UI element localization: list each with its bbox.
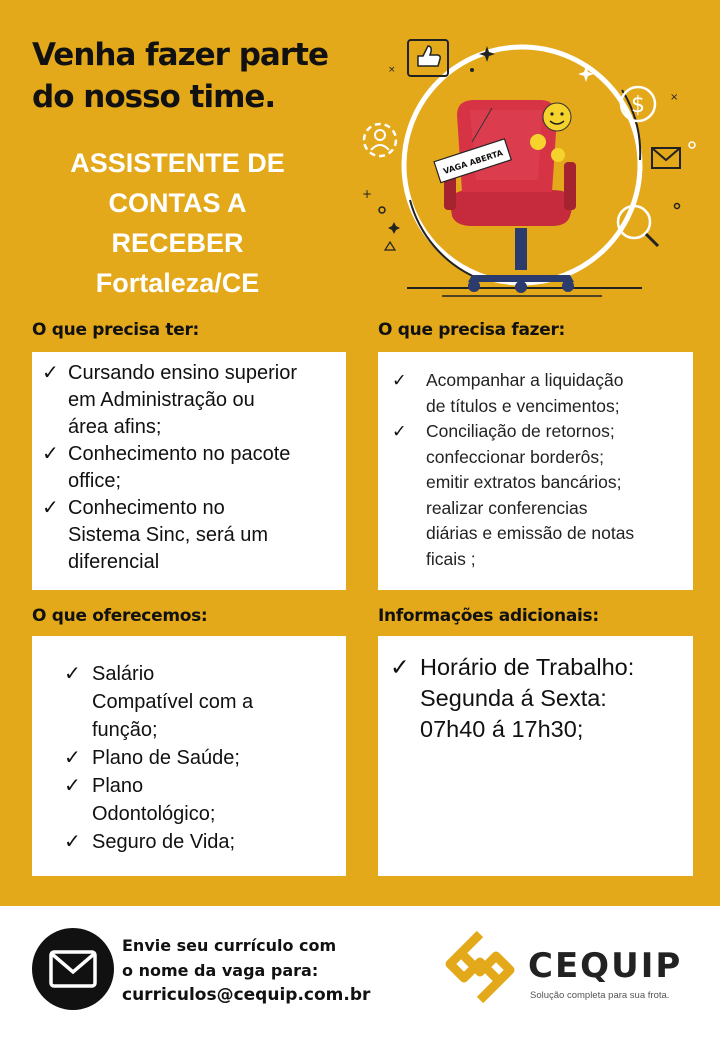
- list-item: [42, 360, 336, 441]
- offers-title: O que oferecemos:: [32, 606, 208, 626]
- person-icon: [364, 124, 396, 156]
- list-item-line: diárias e emissão de notas: [426, 523, 635, 543]
- list-item: [64, 660, 336, 744]
- chair-wheel: [515, 281, 527, 293]
- list-item-line: área afins;: [68, 416, 162, 438]
- list-item-line: Plano: [92, 775, 144, 797]
- decor-dot: [470, 68, 474, 72]
- list-item: [390, 652, 685, 745]
- dollar-icon: [621, 87, 655, 121]
- list-item-line: emitir extratos bancários;: [426, 472, 622, 492]
- job-location: Fortaleza/CE: [95, 268, 260, 298]
- list-item-line: Conciliação de retornos;: [426, 421, 615, 441]
- logo-tagline: Solução completa para sua frota.: [530, 990, 670, 1001]
- mail-icon: [32, 928, 114, 1010]
- footer-line: Envie seu currículo com: [122, 936, 337, 955]
- check-icon: ✓: [392, 421, 407, 441]
- list-item: [64, 744, 336, 772]
- job-title-line: CONTAS A: [108, 188, 247, 218]
- headline: [32, 34, 372, 118]
- chair-wheel: [468, 280, 480, 292]
- list-item-line: Cursando ensino superior: [68, 362, 298, 384]
- list-item-line: Odontológico;: [92, 803, 216, 825]
- decor-dot: [379, 207, 385, 213]
- requirements-title: O que precisa ter:: [32, 320, 200, 340]
- list-item: [392, 368, 683, 419]
- footer-line: o nome da vaga para:: [122, 961, 319, 980]
- headline-line: do nosso time.: [32, 79, 276, 115]
- thumbs-up-icon: [408, 40, 448, 76]
- list-item-line: 07h40 á 17h30;: [420, 716, 584, 742]
- list-item: [42, 495, 336, 576]
- list-item-line: Seguro de Vida;: [92, 831, 236, 853]
- list-item-line: realizar conferencias: [426, 497, 588, 518]
- list-item-line: ficais ;: [426, 548, 476, 569]
- list-item-line: Plano de Saúde;: [92, 747, 240, 769]
- footer-instructions: [122, 933, 370, 1008]
- check-icon: ✓: [42, 497, 59, 519]
- list-item-line: Salário: [92, 663, 155, 685]
- list-item-line: função;: [92, 719, 158, 741]
- requirements-card: [32, 352, 346, 590]
- extra-info-card: [378, 636, 693, 876]
- job-title-line: RECEBER: [111, 228, 244, 258]
- decor-cross: ×: [388, 65, 396, 75]
- logo-name: CEQUIP: [528, 946, 683, 986]
- list-item-line: Compatível com a: [92, 691, 254, 713]
- chair-wheel: [562, 280, 574, 292]
- chair-seat: [450, 190, 574, 226]
- decor-cross: ×: [670, 92, 679, 103]
- headline-line: Venha fazer parte: [32, 37, 328, 73]
- email-link[interactable]: curriculos@cequip.com.br: [122, 985, 371, 1005]
- list-item: [64, 772, 336, 828]
- svg-text:$: $: [631, 93, 645, 118]
- cequip-logo-icon: [440, 928, 520, 1006]
- list-item-line: office;: [68, 470, 121, 492]
- smiley-icon: [543, 103, 571, 131]
- extra-info-title: Informações adicionais:: [378, 606, 599, 626]
- list-item-line: de títulos e vencimentos;: [426, 395, 620, 416]
- check-icon: ✓: [64, 775, 81, 797]
- envelope-icon: [652, 148, 680, 168]
- check-icon: ✓: [64, 747, 81, 769]
- list-item-line: Horário de Trabalho:: [420, 654, 635, 680]
- list-item: [64, 828, 336, 856]
- list-item-line: diferencial: [68, 551, 160, 573]
- check-icon: ✓: [42, 362, 59, 384]
- decor-dot: [689, 142, 695, 148]
- list-item-line: confeccionar borderôs;: [426, 446, 605, 467]
- chair-base: [468, 275, 574, 282]
- check-icon: ✓: [64, 663, 81, 685]
- decor-triangle: [385, 242, 395, 250]
- chair-stem: [515, 228, 527, 270]
- check-icon: ✓: [64, 831, 81, 853]
- check-icon: ✓: [390, 654, 410, 680]
- job-title: [40, 143, 315, 303]
- check-icon: ✓: [392, 370, 407, 390]
- vacancy-tag-label: VAGA ABERTA: [442, 148, 504, 177]
- smiley-icon: [551, 148, 565, 162]
- smiley-icon: [530, 134, 546, 150]
- list-item-line: em Administração ou: [68, 389, 255, 411]
- job-title-line: ASSISTENTE DE: [70, 148, 285, 178]
- offers-card: [32, 636, 346, 876]
- decor-plus: +: [362, 187, 373, 201]
- duties-card: [378, 352, 693, 590]
- list-item-line: Segunda á Sexta:: [420, 685, 607, 711]
- list-item-line: Conhecimento no: [68, 497, 225, 519]
- list-item: [42, 441, 336, 495]
- list-item-line: Sistema Sinc, será um: [68, 524, 269, 546]
- list-item: [392, 419, 683, 572]
- list-item-line: Acompanhar a liquidação: [426, 370, 624, 390]
- decor-dot: [675, 204, 680, 209]
- duties-title: O que precisa fazer:: [378, 320, 566, 340]
- check-icon: ✓: [42, 443, 59, 465]
- open-vacancy-illustration: [352, 30, 712, 310]
- list-item-line: Conhecimento no pacote: [68, 443, 291, 465]
- chair-arm: [564, 162, 576, 210]
